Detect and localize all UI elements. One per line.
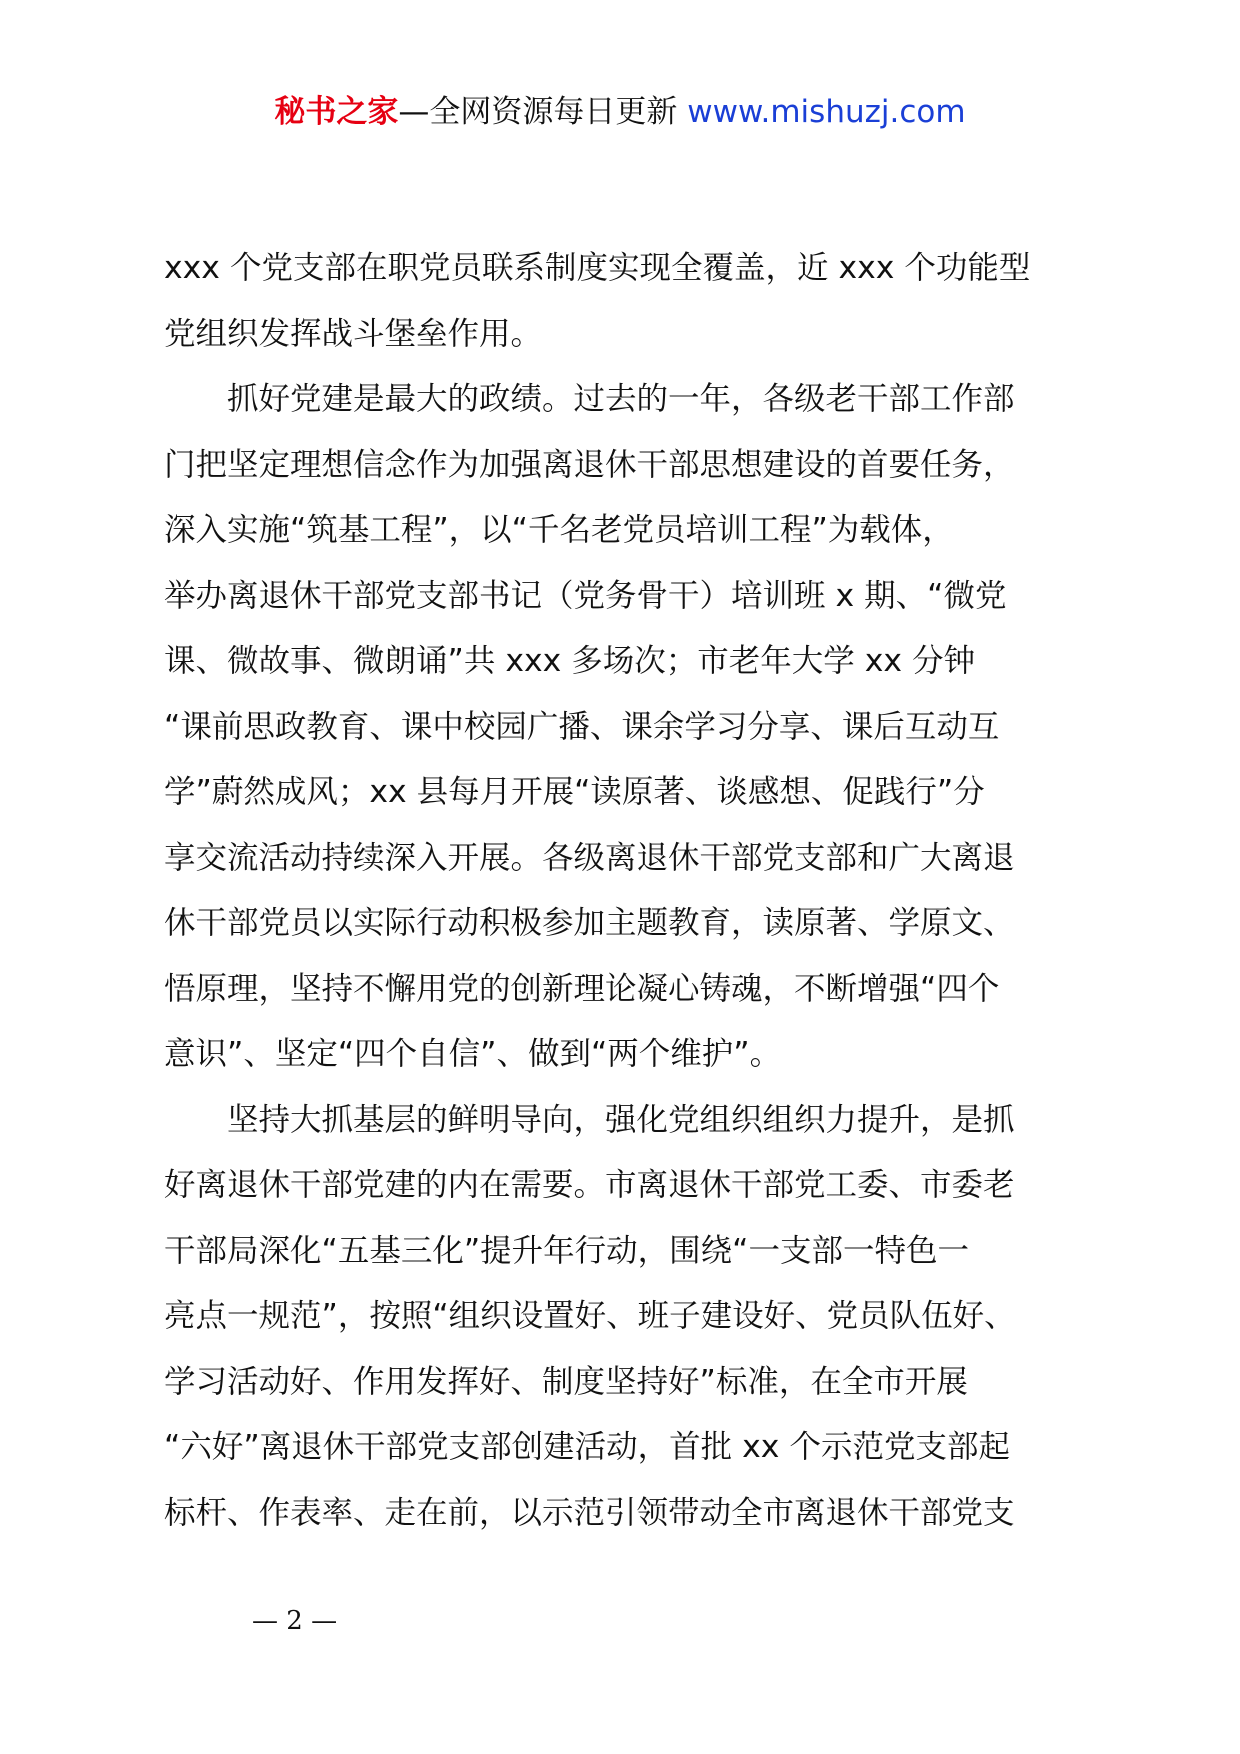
text-line: 休干部党员以实际行动积极参加主题教育，读原著、学原文、	[164, 905, 1015, 941]
text-line: 门把坚定理想信念作为加强离退休干部思想建设的首要任务，	[164, 446, 1015, 483]
text-line: “六好”离退休干部党支部创建活动，首批 xx 个示范党支部起	[164, 1429, 1010, 1465]
text-line: 亮点一规范”，按照“组织设置好、班子建设好、党员队伍好、	[164, 1298, 1016, 1334]
document-body	[164, 236, 1094, 1546]
text-line: 课、微故事、微朗诵”共 xxx 多场次；市老年大学 xx 分钟	[164, 643, 976, 679]
text-line: 抓好党建是最大的政绩。过去的一年，各级老干部工作部	[164, 381, 1015, 417]
brand-name: 秘书之家	[274, 94, 399, 130]
text-line: 标杆、作表率、走在前，以示范引领带动全市离退休干部党支	[164, 1494, 1015, 1531]
page-number: — 2 —	[252, 1606, 338, 1636]
text-line: 学习活动好、作用发挥好、制度坚持好”标准，在全市开展	[164, 1363, 968, 1400]
text-line: 干部局深化“五基三化”提升年行动，围绕“一支部一特色一	[164, 1232, 969, 1269]
text-line: 坚持大抓基层的鲜明导向，强化党组织组织力提升，是抓	[164, 1101, 1015, 1138]
text-line: xxx 个党支部在职党员联系制度实现全覆盖，近 xxx 个功能型	[164, 250, 1031, 286]
header-tagline: —全网资源每日更新	[398, 94, 688, 130]
site-header	[0, 92, 1240, 132]
text-line: 举办离退休干部党支部书记（党务骨干）培训班 x 期、“微党	[164, 577, 1007, 614]
site-url-link[interactable]: www.mishuzj.com	[687, 94, 966, 130]
text-line: 悟原理，坚持不懈用党的创新理论凝心铸魂，不断增强“四个	[164, 970, 1000, 1007]
text-line: 学”蔚然成风；xx 县每月开展“读原著、谈感想、促践行”分	[164, 774, 985, 810]
text-line: 好离退休干部党建的内在需要。市离退休干部党工委、市委老	[164, 1167, 1015, 1203]
text-line: 党组织发挥战斗堡垒作用。	[164, 315, 543, 352]
text-line: 深入实施“筑基工程”，以“千名老党员培训工程”为载体，	[164, 512, 954, 548]
text-line: 享交流活动持续深入开展。各级离退休干部党支部和广大离退	[164, 839, 1015, 876]
text-line: “课前思政教育、课中校园广播、课余学习分享、课后互动互	[164, 708, 1000, 745]
text-line: 意识”、坚定“四个自信”、做到“两个维护”。	[164, 1036, 782, 1072]
